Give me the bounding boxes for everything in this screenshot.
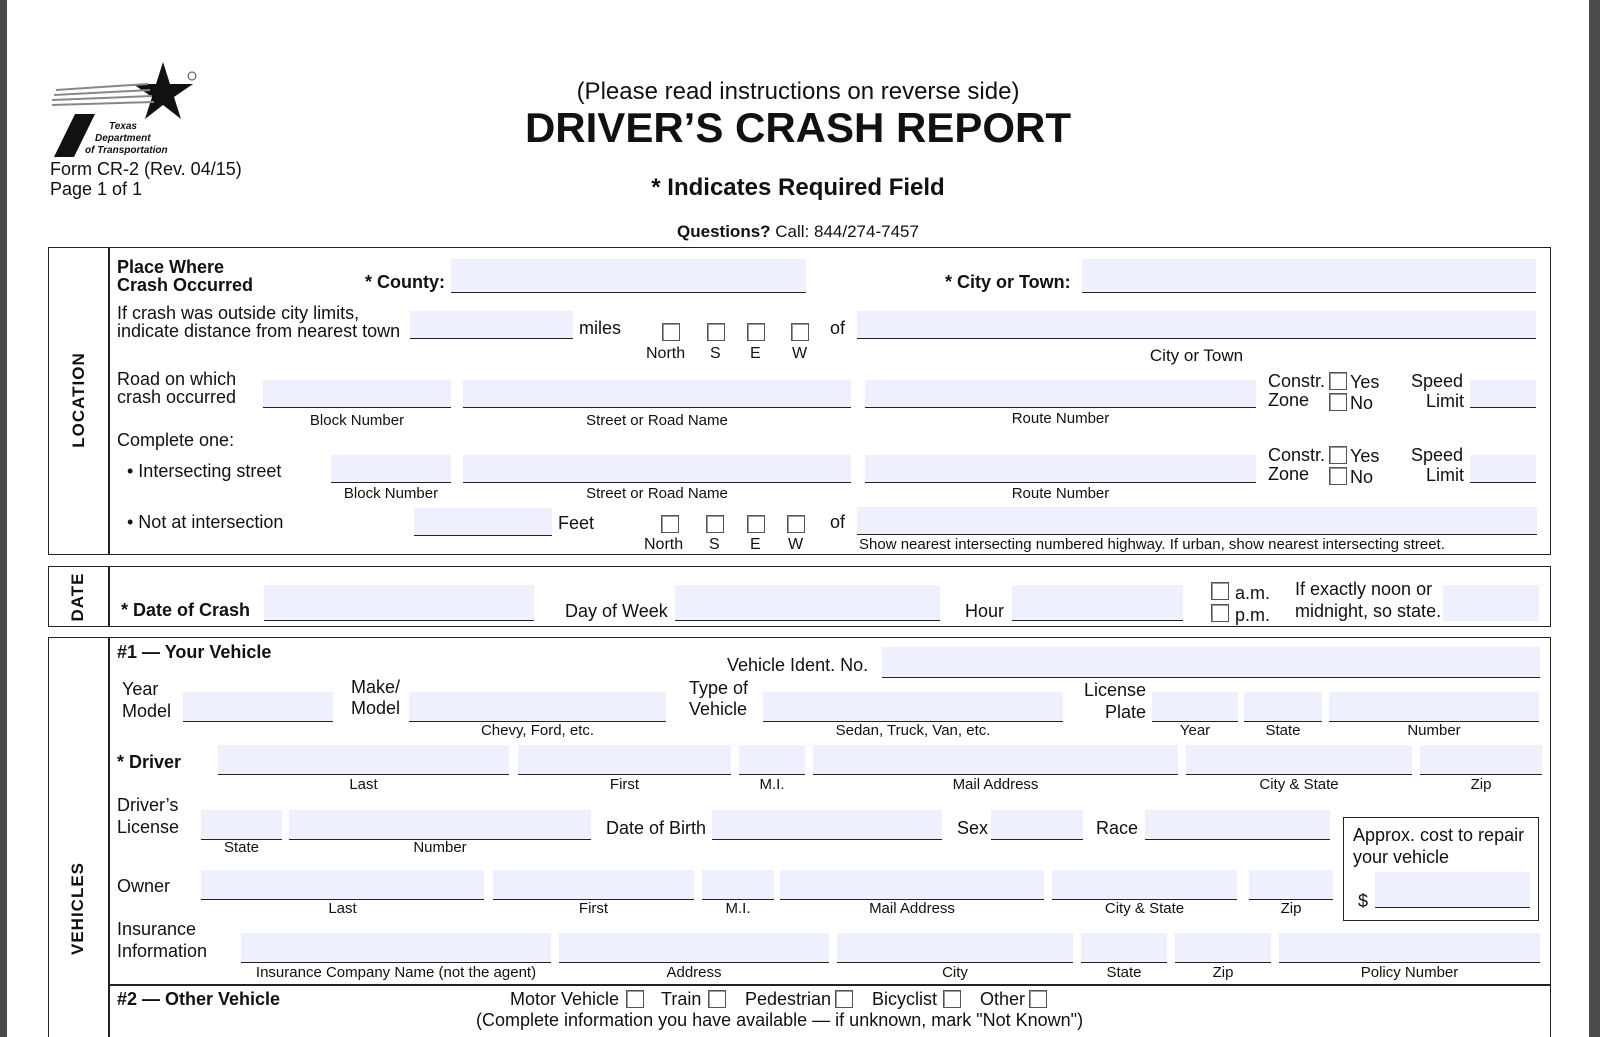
driver-mi-field[interactable] <box>739 745 805 775</box>
pedestrian-checkbox[interactable] <box>835 990 853 1008</box>
complete-one-label: Complete one: <box>117 430 235 450</box>
driver-city-state-input[interactable] <box>1186 745 1412 774</box>
form-id: Form CR-2 (Rev. 04/15) <box>50 159 242 179</box>
page-number: Page 1 of 1 <box>50 179 143 199</box>
of-label-2: of <box>830 512 846 532</box>
road-street-field[interactable] <box>463 380 851 408</box>
license-state-caption: State <box>223 839 260 856</box>
vehicle-divider <box>108 984 1551 986</box>
driver-zip-field[interactable] <box>1420 745 1542 775</box>
vehicles-divider <box>108 637 110 1037</box>
east-checkbox-2[interactable] <box>747 515 765 533</box>
driver-city-state-field[interactable] <box>1186 745 1412 775</box>
owner-city-state-field[interactable] <box>1052 870 1237 900</box>
make-model-field[interactable] <box>409 692 666 722</box>
questions-label: Questions? <box>677 222 771 241</box>
county-input[interactable] <box>451 259 806 292</box>
date-divider <box>108 566 110 627</box>
date-of-crash-input[interactable] <box>264 585 534 620</box>
constr-label-2b: Zone <box>1268 464 1310 484</box>
vin-label: Vehicle Ident. No. <box>727 655 869 675</box>
driver-mail-field[interactable] <box>813 745 1178 775</box>
ins-company-caption: Insurance Company Name (not the agent) <box>255 964 537 981</box>
distance-input[interactable] <box>410 311 573 338</box>
place-label-1: Place Where <box>117 257 225 277</box>
owner-first-field[interactable] <box>493 870 694 900</box>
owner-zip-field[interactable] <box>1249 870 1333 900</box>
other-checkbox[interactable] <box>1029 990 1047 1008</box>
ins-state-field[interactable] <box>1081 933 1167 963</box>
repair-cost-field[interactable] <box>1375 872 1530 908</box>
ins-policy-caption: Policy Number <box>1360 964 1459 981</box>
dir-w-label-1: W <box>792 345 808 362</box>
constr-label-1b: Zone <box>1268 390 1310 410</box>
plate-state-field[interactable] <box>1244 692 1322 722</box>
type-vehicle-field[interactable] <box>763 692 1063 722</box>
license-label-1: Driver’s <box>117 795 179 815</box>
nearest-town-field[interactable] <box>857 311 1536 339</box>
vehicles-section-label: VEHICLES <box>68 861 87 955</box>
plate-label-2: Plate <box>1105 702 1147 722</box>
feet-label: Feet <box>558 513 595 533</box>
speed-label-2a: Speed <box>1411 445 1464 465</box>
ins-state-caption: State <box>1106 964 1142 981</box>
nearest-town-input[interactable] <box>857 311 1536 338</box>
race-field[interactable] <box>1145 810 1330 840</box>
make-model-label-2: Model <box>351 698 401 718</box>
ins-address-caption: Address <box>666 964 722 981</box>
driver-zip-input[interactable] <box>1420 745 1542 774</box>
city-field[interactable] <box>1082 259 1536 293</box>
ins-company-input[interactable] <box>241 933 551 962</box>
route-number-caption-1: Route Number <box>1011 410 1110 427</box>
not-at-intersection-label: • Not at intersection <box>127 512 284 532</box>
west-checkbox-1[interactable] <box>791 323 809 341</box>
type-vehicle-input[interactable] <box>763 692 1063 721</box>
ins-policy-field[interactable] <box>1279 933 1540 963</box>
pm-label: p.m. <box>1235 605 1271 625</box>
owner-last-field[interactable] <box>201 870 484 900</box>
road-label-1: Road on which <box>117 369 237 389</box>
owner-city-state-caption: City & State <box>1104 900 1185 917</box>
int-street-input[interactable] <box>463 455 851 482</box>
ins-zip-input[interactable] <box>1175 933 1271 962</box>
ins-address-field[interactable] <box>559 933 829 963</box>
location-divider <box>108 247 110 555</box>
vin-field[interactable] <box>882 647 1540 678</box>
plate-year-field[interactable] <box>1152 692 1238 722</box>
license-number-caption: Number <box>413 839 467 856</box>
int-block-input[interactable] <box>331 455 451 482</box>
day-of-week-label: Day of Week <box>565 601 668 621</box>
owner-mi-field[interactable] <box>702 870 774 900</box>
hour-input[interactable] <box>1012 585 1183 620</box>
county-label: * County: <box>365 272 445 292</box>
pedestrian-label: Pedestrian <box>745 989 832 1009</box>
other-label: Other <box>980 989 1026 1009</box>
ins-address-input[interactable] <box>559 933 829 962</box>
distance-field[interactable] <box>410 311 573 339</box>
dir-s-label-2: S <box>709 536 720 553</box>
east-checkbox-1[interactable] <box>747 323 765 341</box>
plate-year-caption: Year <box>1179 722 1211 739</box>
road-block-input[interactable] <box>263 380 451 407</box>
road-route-input[interactable] <box>865 380 1256 407</box>
dir-s-label-1: S <box>710 345 721 362</box>
speed-limit-field-2[interactable] <box>1470 455 1536 483</box>
dir-e-label-2: E <box>750 536 761 553</box>
constr-yes-checkbox-2[interactable] <box>1329 446 1347 464</box>
year-model-label-2: Model <box>122 701 172 721</box>
street-name-caption-2: Street or Road Name <box>586 485 728 502</box>
driver-first-field[interactable] <box>518 745 731 775</box>
block-number-caption-1: Block Number <box>309 412 405 429</box>
motor-vehicle-checkbox[interactable] <box>626 990 644 1008</box>
sex-input[interactable] <box>991 810 1083 839</box>
train-checkbox[interactable] <box>708 990 726 1008</box>
dir-north-label-1: North <box>646 345 686 362</box>
speed-label-2b: Limit <box>1426 465 1465 485</box>
dir-e-label-1: E <box>750 345 761 362</box>
owner-mail-field[interactable] <box>780 870 1044 900</box>
driver-last-input[interactable] <box>218 745 509 774</box>
driver-last-field[interactable] <box>218 745 509 775</box>
form-page <box>7 0 1589 1037</box>
owner-first-caption: First <box>578 900 609 917</box>
owner-label: Owner <box>117 876 171 896</box>
driver-city-state-caption: City & State <box>1259 776 1339 793</box>
ins-city-caption: City <box>942 964 968 981</box>
driver-mi-caption: M.I. <box>759 776 785 793</box>
ins-zip-field[interactable] <box>1175 933 1271 963</box>
place-label-2: Crash Occurred <box>117 275 254 295</box>
city-input[interactable] <box>1082 259 1536 292</box>
license-state-field[interactable] <box>201 810 282 840</box>
motor-vehicle-label: Motor Vehicle <box>510 989 620 1009</box>
driver-mail-caption: Mail Address <box>952 776 1039 793</box>
license-label-2: License <box>117 817 180 837</box>
of-label-1: of <box>830 318 846 338</box>
race-input[interactable] <box>1145 810 1330 839</box>
driver-zip-caption: Zip <box>1470 776 1492 793</box>
bicyclist-label: Bicyclist <box>872 989 938 1009</box>
constr-yes-checkbox-1[interactable] <box>1329 372 1347 390</box>
type-vehicle-label-2: Vehicle <box>689 699 748 719</box>
ins-zip-caption: Zip <box>1212 964 1234 981</box>
plate-state-caption: State <box>1265 722 1301 739</box>
constr-no-checkbox-1[interactable] <box>1329 393 1347 411</box>
owner-city-state-input[interactable] <box>1052 870 1237 899</box>
ins-city-input[interactable] <box>837 933 1073 962</box>
agency-line1: Texas <box>109 121 137 132</box>
speed-label-1a: Speed <box>1411 371 1464 391</box>
day-of-week-input[interactable] <box>675 585 940 620</box>
owner-last-input[interactable] <box>201 870 484 899</box>
owner-mi-input[interactable] <box>702 870 774 899</box>
south-checkbox-1[interactable] <box>707 323 725 341</box>
constr-yes-label-2: Yes <box>1350 446 1380 466</box>
driver-first-input[interactable] <box>518 745 731 774</box>
repair-cost-label-2: your vehicle <box>1353 847 1450 867</box>
block-number-caption-2: Block Number <box>343 485 439 502</box>
ins-policy-input[interactable] <box>1279 933 1540 962</box>
road-label-2: crash occurred <box>117 387 237 407</box>
repair-cost-input[interactable] <box>1375 872 1530 907</box>
train-label: Train <box>661 989 702 1009</box>
route-number-caption-2: Route Number <box>1011 485 1110 502</box>
year-model-field[interactable] <box>183 692 333 722</box>
bicyclist-checkbox[interactable] <box>943 990 961 1008</box>
constr-label-1a: Constr. <box>1268 371 1326 391</box>
int-block-field[interactable] <box>331 455 451 483</box>
ins-company-field[interactable] <box>241 933 551 963</box>
plate-number-field[interactable] <box>1329 692 1539 722</box>
date-of-crash-label: * Date of Crash <box>121 600 251 620</box>
intersecting-label: • Intersecting street <box>127 461 282 481</box>
street-name-caption-1: Street or Road Name <box>586 412 728 429</box>
page-title: DRIVER’S CRASH REPORT <box>524 104 1072 151</box>
license-number-field[interactable] <box>289 810 591 840</box>
license-state-input[interactable] <box>201 810 282 839</box>
noon-midnight-input[interactable] <box>1443 585 1539 621</box>
constr-label-2a: Constr. <box>1268 445 1326 465</box>
outside-limits-1: If crash was outside city limits, <box>117 303 360 323</box>
plate-state-input[interactable] <box>1244 692 1322 721</box>
owner-first-input[interactable] <box>493 870 694 899</box>
owner-zip-input[interactable] <box>1249 870 1333 899</box>
north-checkbox-1[interactable] <box>662 323 680 341</box>
agency-line2: Department <box>95 133 151 144</box>
owner-mail-caption: Mail Address <box>869 900 955 917</box>
constr-no-label-1: No <box>1350 393 1374 413</box>
road-block-field[interactable] <box>263 380 451 408</box>
driver-mail-input[interactable] <box>813 745 1178 774</box>
complete-info-note: (Complete information you have available — if unknown, mark "Not Known") <box>476 1010 1084 1030</box>
plate-label-1: License <box>1084 680 1147 700</box>
instructions-note: (Please read instructions on reverse side) <box>576 78 1020 105</box>
hour-field[interactable] <box>1012 585 1183 621</box>
dob-field[interactable] <box>712 810 942 840</box>
type-vehicle-caption: Sedan, Truck, Van, etc. <box>835 722 991 739</box>
make-model-label-1: Make/ <box>351 677 401 697</box>
insurance-label-2: Information <box>117 941 208 961</box>
miles-label: miles <box>579 318 622 338</box>
feet-input[interactable] <box>414 508 552 535</box>
plate-number-input[interactable] <box>1329 692 1539 721</box>
west-checkbox-2[interactable] <box>787 515 805 533</box>
noon-midnight-field[interactable] <box>1443 585 1539 621</box>
questions-line <box>7 222 1589 242</box>
noon-note-2: midnight, so state. <box>1295 601 1442 621</box>
ins-state-input[interactable] <box>1081 933 1167 962</box>
city-label: * City or Town: <box>945 272 1071 292</box>
owner-zip-caption: Zip <box>1280 900 1302 917</box>
speed-limit-input-1[interactable] <box>1470 380 1536 407</box>
county-field[interactable] <box>451 259 806 293</box>
pm-checkbox[interactable] <box>1211 604 1229 622</box>
ins-city-field[interactable] <box>837 933 1073 963</box>
driver-label: * Driver <box>117 752 182 772</box>
required-note: * Indicates Required Field <box>651 174 945 201</box>
dob-input[interactable] <box>712 810 942 839</box>
driver-mi-input[interactable] <box>739 745 805 774</box>
feet-field[interactable] <box>414 508 552 536</box>
road-route-field[interactable] <box>865 380 1256 408</box>
year-model-input[interactable] <box>183 692 333 721</box>
int-route-field[interactable] <box>865 455 1256 483</box>
am-label: a.m. <box>1235 583 1271 603</box>
constr-no-label-2: No <box>1350 467 1374 487</box>
int-route-input[interactable] <box>865 455 1256 482</box>
sex-field[interactable] <box>991 810 1083 840</box>
date-of-crash-field[interactable] <box>264 585 534 621</box>
driver-last-caption: Last <box>349 776 378 793</box>
outside-limits-2: indicate distance from nearest town <box>117 321 401 341</box>
sex-label: Sex <box>957 818 989 838</box>
constr-no-checkbox-2[interactable] <box>1329 467 1347 485</box>
owner-mi-caption: M.I. <box>725 900 751 917</box>
location-section-label: LOCATION <box>69 352 88 448</box>
speed-label-1b: Limit <box>1426 391 1465 411</box>
dir-w-label-2: W <box>788 536 804 553</box>
nearest-highway-input[interactable] <box>857 507 1537 534</box>
am-checkbox[interactable] <box>1211 582 1229 600</box>
south-checkbox-2[interactable] <box>706 515 724 533</box>
date-section-label: DATE <box>68 572 87 622</box>
plate-year-input[interactable] <box>1152 692 1238 721</box>
insurance-label-1: Insurance <box>117 919 197 939</box>
constr-yes-label-1: Yes <box>1350 372 1380 392</box>
plate-number-caption: Number <box>1407 722 1461 739</box>
owner-last-caption: Last <box>328 900 357 917</box>
license-number-input[interactable] <box>289 810 591 839</box>
owner-mail-input[interactable] <box>780 870 1044 899</box>
vin-input[interactable] <box>882 647 1540 677</box>
speed-limit-input-2[interactable] <box>1470 455 1536 482</box>
make-model-input[interactable] <box>409 692 666 721</box>
your-vehicle-heading: #1 — Your Vehicle <box>117 642 272 662</box>
dir-north-label-2: North <box>644 536 684 553</box>
other-vehicle-heading: #2 — Other Vehicle <box>117 989 281 1009</box>
city-or-town-caption: City or Town <box>1149 346 1244 365</box>
race-label: Race <box>1096 818 1139 838</box>
make-model-caption: Chevy, Ford, etc. <box>480 722 595 739</box>
day-of-week-field[interactable] <box>675 585 940 621</box>
noon-note-1: If exactly noon or <box>1295 579 1433 599</box>
dollar-sign: $ <box>1358 891 1369 911</box>
speed-limit-field-1[interactable] <box>1470 380 1536 408</box>
int-street-field[interactable] <box>463 455 851 483</box>
year-model-label-1: Year <box>122 679 159 699</box>
dob-label: Date of Birth <box>606 818 707 838</box>
repair-cost-label-1: Approx. cost to repair <box>1353 825 1525 845</box>
questions-phone: Call: 844/274-7457 <box>775 222 919 241</box>
nearest-highway-field[interactable] <box>857 507 1537 535</box>
type-vehicle-label-1: Type of <box>689 678 749 698</box>
nearest-highway-caption: Show nearest intersecting numbered highway. If urban, show nearest intersecting street. <box>859 536 1445 553</box>
north-checkbox-2[interactable] <box>661 515 679 533</box>
agency-line3: of Transportation <box>85 145 168 156</box>
road-street-input[interactable] <box>463 380 851 407</box>
driver-first-caption: First <box>609 776 640 793</box>
hour-label: Hour <box>965 601 1005 621</box>
